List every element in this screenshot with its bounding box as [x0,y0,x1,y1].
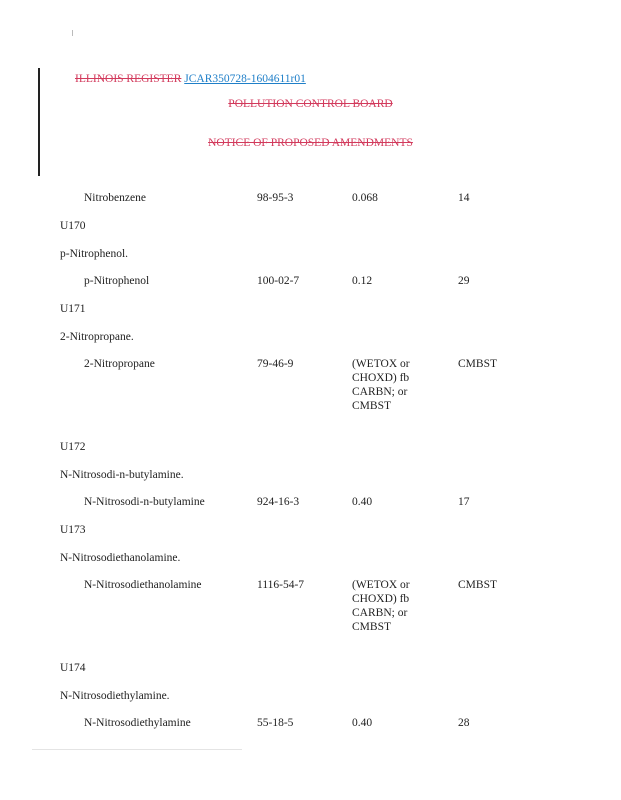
waste-code-text: U171 [60,303,86,315]
table-row [60,186,580,214]
cas-number: 79-46-9 [257,358,294,370]
page-mark [72,30,73,36]
inserted-jcar-code: JCAR350728-1604611r01 [184,73,306,85]
nonwastewater-standard: 17 [458,496,470,508]
nonwastewater-standard: CMBST [458,358,497,370]
wastewater-standard: 0.40 [352,496,373,508]
table-row [60,490,580,518]
waste-name-text: N-Nitrosodi-n-butylamine. [60,469,184,481]
waste-name-text: p-Nitrophenol. [60,248,129,260]
cas-number: 55-18-5 [257,717,294,729]
waste-code [60,518,580,546]
table-row [60,352,580,435]
struck-register-title: ILLINOIS REGISTER [75,73,182,85]
waste-code [60,656,580,684]
wastewater-standard: (WETOX or CHOXD) fb CARBN; or CMBST [352,358,410,412]
cas-number: 924-16-3 [257,496,300,508]
table-row [60,573,580,656]
constituent-name: N-Nitrosodiethylamine [84,717,191,729]
waste-name-text: N-Nitrosodiethanolamine. [60,552,181,564]
constituent-name: N-Nitrosodi-n-butylamine [84,496,205,508]
waste-code [60,214,580,242]
register-header [75,73,306,85]
nonwastewater-standard: CMBST [458,579,497,591]
waste-name [60,325,580,352]
waste-name [60,242,580,269]
waste-code-text: U173 [60,524,86,536]
wastewater-standard: 0.068 [352,192,378,204]
cas-number: 1116-54-7 [257,579,305,591]
notice-heading: NOTICE OF PROPOSED AMENDMENTS [208,137,413,149]
footer-rule [32,749,242,750]
nonwastewater-standard: 28 [458,717,470,729]
wastewater-standard: 0.40 [352,717,373,729]
nonwastewater-standard: 14 [458,192,470,204]
wastewater-standard: 0.12 [352,275,373,287]
waste-code [60,297,580,325]
waste-name [60,463,580,490]
waste-code-text: U172 [60,441,86,453]
table-row [60,711,580,739]
waste-name [60,546,580,573]
constituent-name: Nitrobenzene [84,192,146,204]
waste-name [60,684,580,711]
cas-number: 98-95-3 [257,192,294,204]
waste-code-text: U174 [60,662,86,674]
waste-code [60,435,580,463]
constituent-name: p-Nitrophenol [84,275,150,287]
constituent-name: N-Nitrosodiethanolamine [84,579,202,591]
revision-bar [38,68,40,176]
board-heading: POLLUTION CONTROL BOARD [228,98,393,110]
table-row [60,269,580,297]
waste-name-text: 2-Nitropropane. [60,331,134,343]
nonwastewater-standard: 29 [458,275,470,287]
waste-name-text: N-Nitrosodiethylamine. [60,690,170,702]
cas-number: 100-02-7 [257,275,300,287]
waste-code-text: U170 [60,220,86,232]
treatment-standards-table [60,186,580,739]
wastewater-standard: (WETOX or CHOXD) fb CARBN; or CMBST [352,579,410,633]
constituent-name: 2-Nitropropane [84,358,155,370]
